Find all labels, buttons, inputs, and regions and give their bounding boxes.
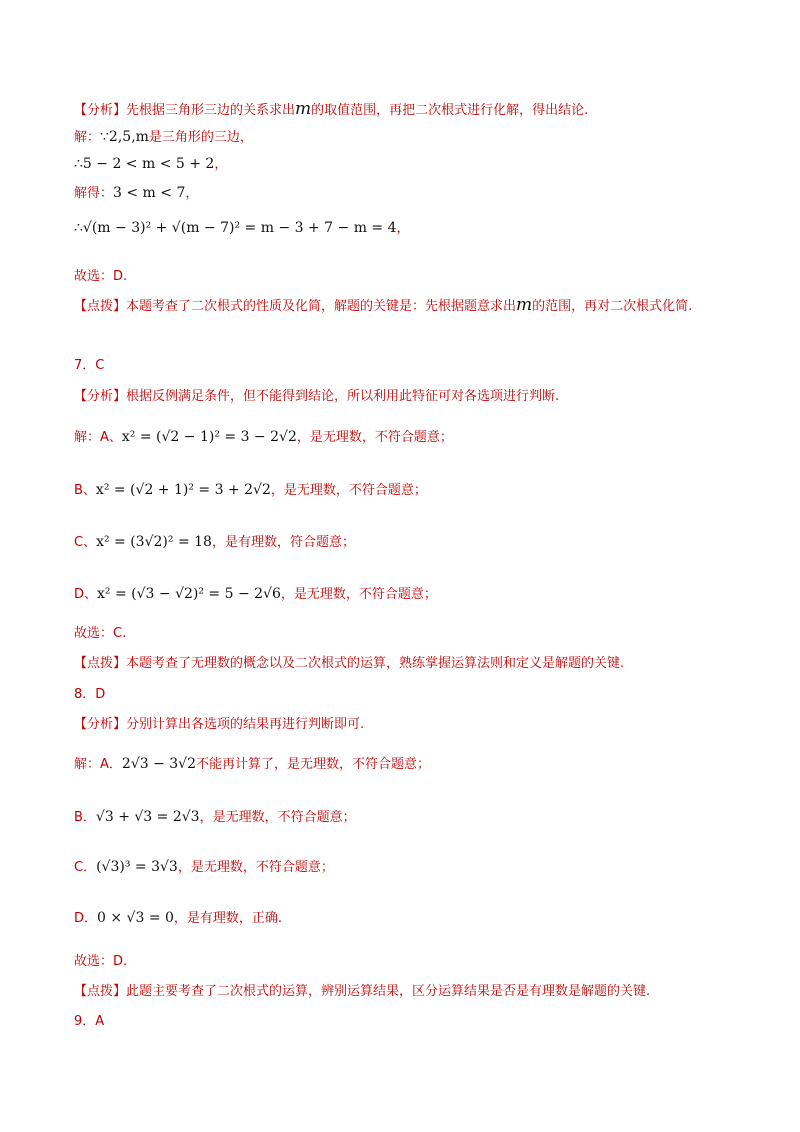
p7-option-b: B、x² = (√2 + 1)² = 3 + 2√2，是无理数，不符合题意； [74,482,427,498]
p6-inequality-1: ∴5 − 2 < m < 5 + 2， [74,156,228,172]
analysis-tag: 【分析】 [74,389,127,404]
remark-tag: 【点拨】 [74,656,127,671]
analysis-tag: 【分析】 [74,103,127,118]
p7-option-a: 解：A、x² = (√2 − 1)² = 3 − 2√2，是无理数，不符合题意； [74,429,453,445]
p7-remark: 【点拨】本题考查了无理数的概念以及二次根式的运算，熟练掌握运算法则和定义是解题的关键. [74,656,625,671]
p6-final-expression: ∴√(m − 3)² + √(m − 7)² = m − 3 + 7 − m = 4， [74,220,410,236]
math-option-c: (√3)³ = 3√3 [96,859,178,875]
math-option-a: x² = (√2 − 1)² = 3 − 2√2 [121,429,297,445]
p8-option-d: D．0 × √3 = 0，是有理数，正确. [74,910,283,926]
p8-analysis: 【分析】分别计算出各选项的结果再进行判断即可. [74,717,365,732]
p7-option-d: D、x² = (√3 − √2)² = 5 − 2√6，是无理数，不符合题意； [74,586,437,602]
p8-option-c: C．(√3)³ = 3√3，是无理数，不符合题意； [74,859,334,875]
p6-answer: 故选：D. [74,269,128,284]
math-option-d: x² = (√3 − √2)² = 5 − 2√6 [97,586,281,602]
math-option-c: x² = (3√2)² = 18 [96,534,212,550]
analysis-tag: 【分析】 [74,717,127,732]
math-sides: ∵2,5,m [100,129,149,145]
remark-tag: 【点拨】 [74,984,127,999]
p7-analysis: 【分析】根据反例满足条件，但不能得到结论，所以利用此特征可对各选项进行判断. [74,389,560,404]
p8-remark: 【点拨】此题主要考查了二次根式的运算，辨别运算结果，区分运算结果是否是有理数是解题的关键. [74,984,651,999]
p7-heading: 7．C [74,358,105,373]
p8-heading: 8．D [74,687,106,702]
math-option-a: 2√3 − 3√2 [121,756,197,772]
math-option-d: 0 × √3 = 0 [97,910,174,926]
p6-solution-intro: 解：∵2,5,m是三角形的三边， [74,129,253,145]
math-inequality: ∴5 − 2 < m < 5 + 2 [74,156,215,172]
p7-answer: 故选：C. [74,626,127,641]
math-simplification: ∴√(m − 3)² + √(m − 7)² = m − 3 + 7 − m = 4 [74,220,397,236]
p9-heading: 9．A [74,1014,105,1029]
p6-analysis: 【分析】先根据三角形三边的关系求出m的取值范围，再把二次根式进行化解，得出结论. [74,99,589,119]
var-m: m [295,99,312,119]
var-m: m [516,295,533,315]
math-option-b: √3 + √3 = 2√3 [95,809,200,825]
p8-option-b: B．√3 + √3 = 2√3，是无理数，不符合题意； [74,809,356,825]
math-range: 3 < m < 7 [113,185,186,201]
remark-tag: 【点拨】 [74,299,127,314]
math-option-b: x² = (√2 + 1)² = 3 + 2√2 [95,482,271,498]
p8-answer: 故选：D. [74,954,128,969]
p6-inequality-2: 解得：3 < m < 7， [74,185,199,201]
p7-option-c: C、x² = (3√2)² = 18，是有理数，符合题意； [74,534,355,550]
p6-remark: 【点拨】本题考查了二次根式的性质及化简，解题的关键是：先根据题意求出m的范围，再对二次根式化简. [74,295,693,315]
p8-option-a: 解：A．2√3 − 3√2不能再计算了，是无理数，不符合题意； [74,756,431,772]
